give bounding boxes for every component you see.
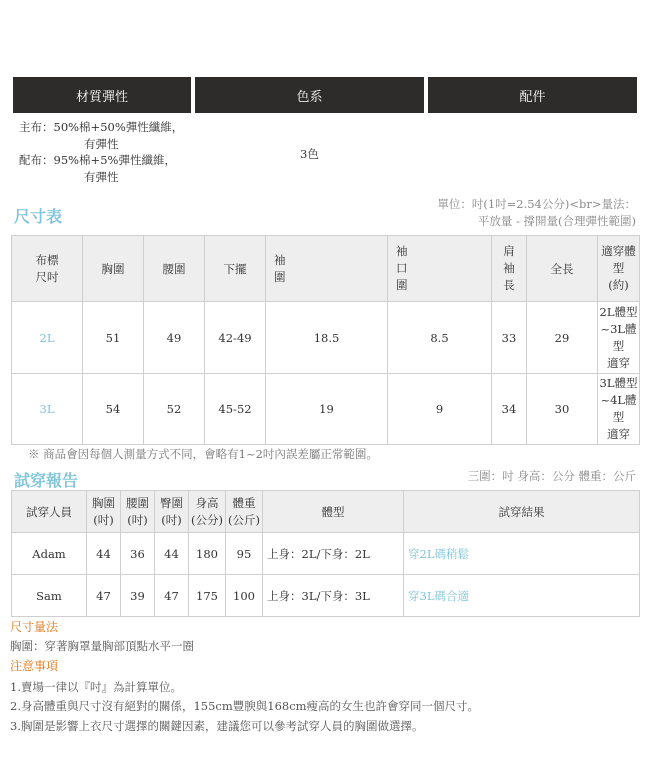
height-cell: 180 [189, 533, 226, 575]
length-cell: 30 [527, 374, 598, 445]
height-cell: 175 [189, 575, 226, 617]
size-table [11, 235, 640, 445]
caution-title: 注意事項 [10, 659, 59, 673]
color-count: 3色 [300, 147, 319, 161]
header-waist: 腰圍 [144, 236, 205, 302]
cuff-cell: 9 [388, 374, 492, 445]
sub-fabric-line1: 配布：95%棉+5%彈性纖維， [19, 153, 176, 167]
fit-cell: 3L體型 ~4L體型 適穿 [598, 374, 640, 445]
result-cell: 穿3L碼合適 [404, 575, 640, 617]
main-fabric-line1: 主布：50%棉+50%彈性纖維， [19, 120, 184, 134]
header-result: 試穿結果 [404, 491, 640, 533]
sleeve-cell: 19 [266, 374, 388, 445]
size-cell: 2L [12, 302, 83, 374]
header-chest: 胸圍 (吋) [87, 491, 121, 533]
header-chest: 胸圍 [83, 236, 144, 302]
header-fit: 適穿體型 (約) [598, 236, 640, 302]
length-cell: 29 [527, 302, 598, 374]
sub-fabric-line2: 有彈性 [84, 170, 119, 184]
hem-cell: 45-52 [205, 374, 266, 445]
hip-cell: 44 [155, 533, 189, 575]
waist-cell: 52 [144, 374, 205, 445]
measure-method-title: 尺寸量法 [10, 620, 59, 634]
header-person: 試穿人員 [12, 491, 87, 533]
caution-item: 3.胸圍是影響上衣尺寸選擇的關鍵因素，建議您可以參考試穿人員的胸圍做選擇。 [10, 719, 424, 733]
fit-cell: 2L體型 ~3L體型 適穿 [598, 302, 640, 374]
header-hip: 臀圍 (吋) [155, 491, 189, 533]
size-unit-note: 單位：吋(1吋=2.54公分)<br>量法： 平放量 - 撐開量(合理彈性範圍) [437, 197, 636, 228]
header-tag-size: 布標 尺吋 [12, 236, 83, 302]
caution-item: 2.身高體重與尺寸沒有絕對的關係，155cm豐腴與168cm瘦高的女生也許會穿同一個尺寸。 [10, 699, 480, 713]
try-on-table [11, 490, 640, 617]
try-on-unit-note: 三圍：吋 身高：公分 體重：公斤 [467, 469, 636, 483]
header-hem: 下擺 [205, 236, 266, 302]
person-name: Sam [12, 575, 87, 617]
body-cell: 上身：3L/下身：3L [263, 575, 404, 617]
header-shoulder-sleeve: 肩 袖 長 [492, 236, 527, 302]
body-cell: 上身：2L/下身：2L [263, 533, 404, 575]
header-waist: 腰圍 (吋) [121, 491, 155, 533]
header-sleeve: 袖 圍 [266, 236, 388, 302]
accessory-header: 配件 [428, 77, 637, 113]
chest-cell: 44 [87, 533, 121, 575]
header-length: 全長 [527, 236, 598, 302]
weight-cell: 95 [226, 533, 263, 575]
chest-cell: 54 [83, 374, 144, 445]
table-row [12, 374, 640, 445]
header-cuff: 袖 口 圍 [388, 236, 492, 302]
shoulder-sleeve-cell: 33 [492, 302, 527, 374]
header-body: 體型 [263, 491, 404, 533]
waist-cell: 49 [144, 302, 205, 374]
waist-cell: 36 [121, 533, 155, 575]
sleeve-cell: 18.5 [266, 302, 388, 374]
header-weight: 體重 (公斤) [226, 491, 263, 533]
hem-cell: 42-49 [205, 302, 266, 374]
table-row [12, 575, 640, 617]
size-cell: 3L [12, 374, 83, 445]
person-name: Adam [12, 533, 87, 575]
table-row [12, 302, 640, 374]
chest-cell: 47 [87, 575, 121, 617]
main-fabric-line2: 有彈性 [84, 137, 119, 151]
shoulder-sleeve-cell: 34 [492, 374, 527, 445]
waist-cell: 39 [121, 575, 155, 617]
size-footnote: ※ 商品會因每個人測量方式不同，會略有1~2吋內誤差屬正常範圍。 [28, 447, 378, 461]
color-header: 色系 [195, 77, 424, 113]
size-table-title: 尺寸表 [14, 207, 63, 226]
try-on-title: 試穿報告 [14, 471, 79, 490]
cuff-cell: 8.5 [388, 302, 492, 374]
header-height: 身高 (公分) [189, 491, 226, 533]
result-cell: 穿2L碼稍鬆 [404, 533, 640, 575]
caution-item: 1.賣場一律以『吋』為計算單位。 [10, 680, 182, 694]
weight-cell: 100 [226, 575, 263, 617]
material-header: 材質彈性 [13, 77, 191, 113]
chest-cell: 51 [83, 302, 144, 374]
hip-cell: 47 [155, 575, 189, 617]
measure-method-text: 胸圍：穿著胸罩量胸部頂點水平一圈 [10, 639, 194, 653]
table-row [12, 533, 640, 575]
